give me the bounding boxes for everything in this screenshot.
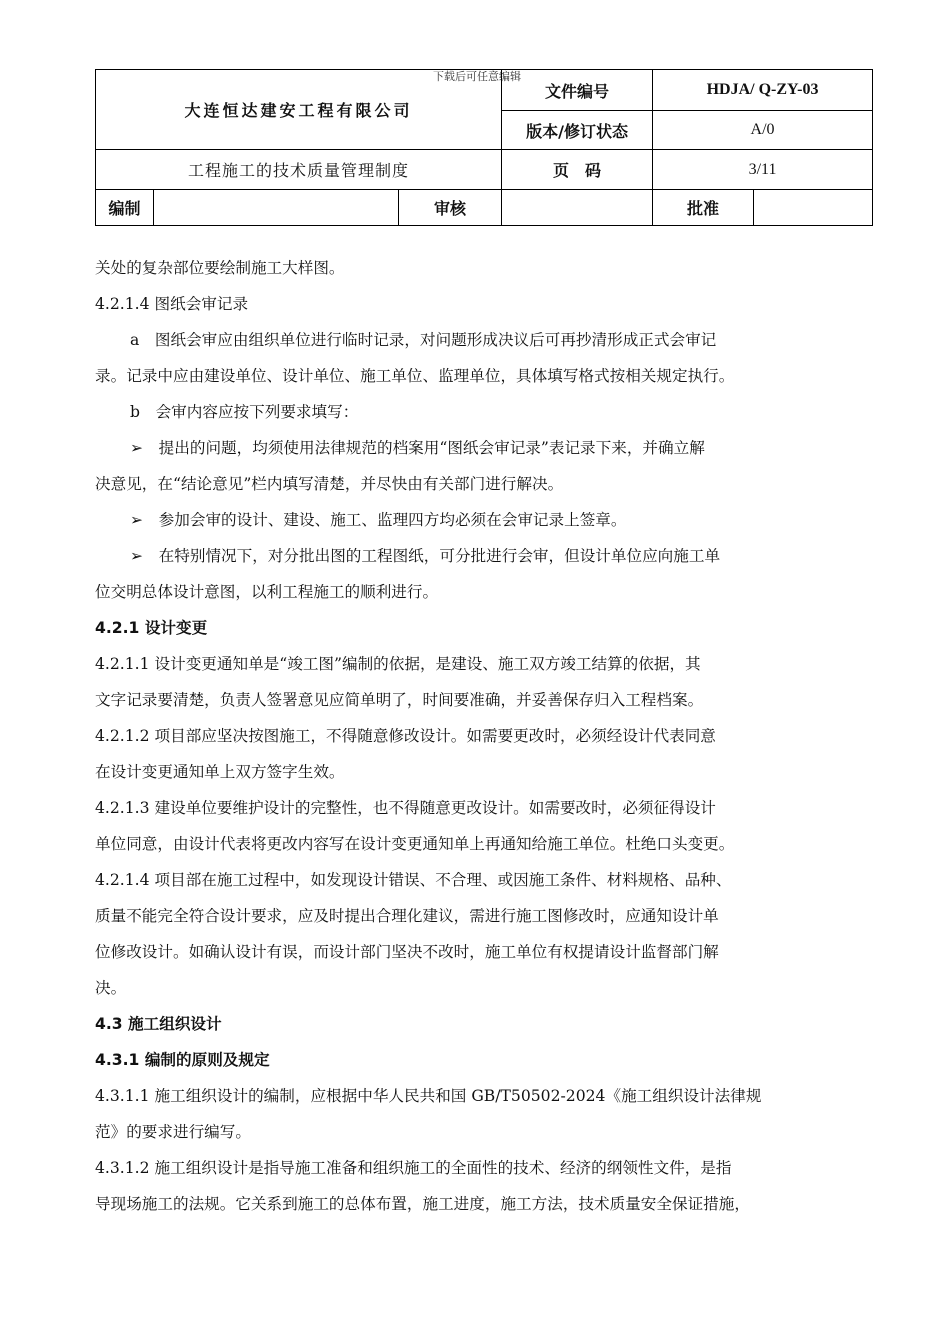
document-body — [95, 250, 880, 1222]
file-number-label: 文件编号 — [502, 70, 653, 111]
paragraph-line: 文字记录要清楚，负责人签署意见应简单明了，时间要准确，并妥善保存归入工程档案。 — [95, 691, 704, 709]
bullet-item: ➢ 提出的问题，均须使用法律规范的档案用“图纸会审记录”表记录下来，并确立解 — [130, 439, 705, 457]
paragraph-line: 关处的复杂部位要绘制施工大样图。 — [95, 259, 345, 277]
bullet-item: ➢ 在特别情况下，对分批出图的工程图纸，可分批进行会审，但设计单位应向施工单 — [130, 547, 721, 565]
watermark-text: 下载后可任意编辑 — [433, 70, 521, 83]
paragraph-line: 在设计变更通知单上双方签字生效。 — [95, 763, 345, 781]
approve-label: 批准 — [653, 190, 754, 226]
paragraph-line: 质量不能完全符合设计要求，应及时提出合理化建议，需进行施工图修改时，应通知设计单 — [95, 907, 719, 925]
review-label: 审核 — [399, 190, 502, 226]
paragraph-line: 录。记录中应由建设单位、设计单位、施工单位、监理单位，具体填写格式按相关规定执行。 — [95, 367, 735, 385]
document-title: 工程施工的技术质量管理制度 — [96, 150, 502, 190]
compile-value — [154, 190, 399, 226]
paragraph-line: 4.3.1.2 施工组织设计是指导施工准备和组织施工的全面性的技术、经济的纲领性文件，是指 — [95, 1159, 732, 1177]
review-value — [502, 190, 653, 226]
version-value: A/0 — [653, 111, 873, 150]
paragraph-line: 范》的要求进行编写。 — [95, 1123, 251, 1141]
paragraph-line: 4.3.1.1 施工组织设计的编制，应根据中华人民共和国 GB/T50502-2024《施工组织设计法律规 — [95, 1087, 762, 1105]
section-heading: 4.2.1 设计变更 — [95, 619, 208, 637]
paragraph-line: 4.2.1.3 建设单位要维护设计的完整性，也不得随意更改设计。如需要改时，必须征得设计 — [95, 799, 716, 817]
paragraph-line: 导现场施工的法规。它关系到施工的总体布置，施工进度，施工方法，技术质量安全保证措施， — [95, 1195, 750, 1213]
page-number: 3/11 — [653, 150, 873, 190]
paragraph-line: a 图纸会审应由组织单位进行临时记录，对问题形成决议后可再抄清形成正式会审记 — [130, 331, 717, 349]
paragraph-line: 位交明总体设计意图，以利工程施工的顺利进行。 — [95, 583, 439, 601]
paragraph-line: 4.2.1.4 项目部在施工过程中，如发现设计错误、不合理、或因施工条件、材料规格、品种、 — [95, 871, 732, 889]
paragraph-line: 4.2.1.2 项目部应坚决按图施工，不得随意修改设计。如需要更改时，必须经设计代表同意 — [95, 727, 716, 745]
paragraph-line: 决。 — [95, 979, 127, 997]
section-heading: 4.3 施工组织设计 — [95, 1015, 222, 1033]
paragraph-line: 4.2.1.1 设计变更通知单是“竣工图”编制的依据，是建设、施工双方竣工结算的依据，其 — [95, 655, 701, 673]
company-name: 大连恒达建安工程有限公司 — [96, 70, 502, 150]
document-header-table — [95, 69, 873, 226]
file-number-value: HDJA/ Q-ZY-03 — [653, 70, 873, 111]
bullet-item: ➢ 参加会审的设计、建设、施工、监理四方均必须在会审记录上签章。 — [130, 511, 627, 529]
page-label: 页 码 — [502, 150, 653, 190]
compile-label: 编制 — [96, 190, 154, 226]
paragraph-line: 决意见，在“结论意见”栏内填写清楚，并尽快由有关部门进行解决。 — [95, 475, 564, 493]
paragraph-line: 位修改设计。如确认设计有误，而设计部门坚决不改时，施工单位有权提请设计监督部门解 — [95, 943, 719, 961]
section-heading: 4.3.1 编制的原则及规定 — [95, 1051, 270, 1069]
section-heading: 4.2.1.4 图纸会审记录 — [95, 295, 249, 313]
paragraph-line: b 会审内容应按下列要求填写： — [130, 403, 359, 421]
version-label: 版本/修订状态 — [502, 111, 653, 150]
approve-value — [754, 190, 873, 226]
paragraph-line: 单位同意，由设计代表将更改内容写在设计变更通知单上再通知给施工单位。杜绝口头变更。 — [95, 835, 735, 853]
